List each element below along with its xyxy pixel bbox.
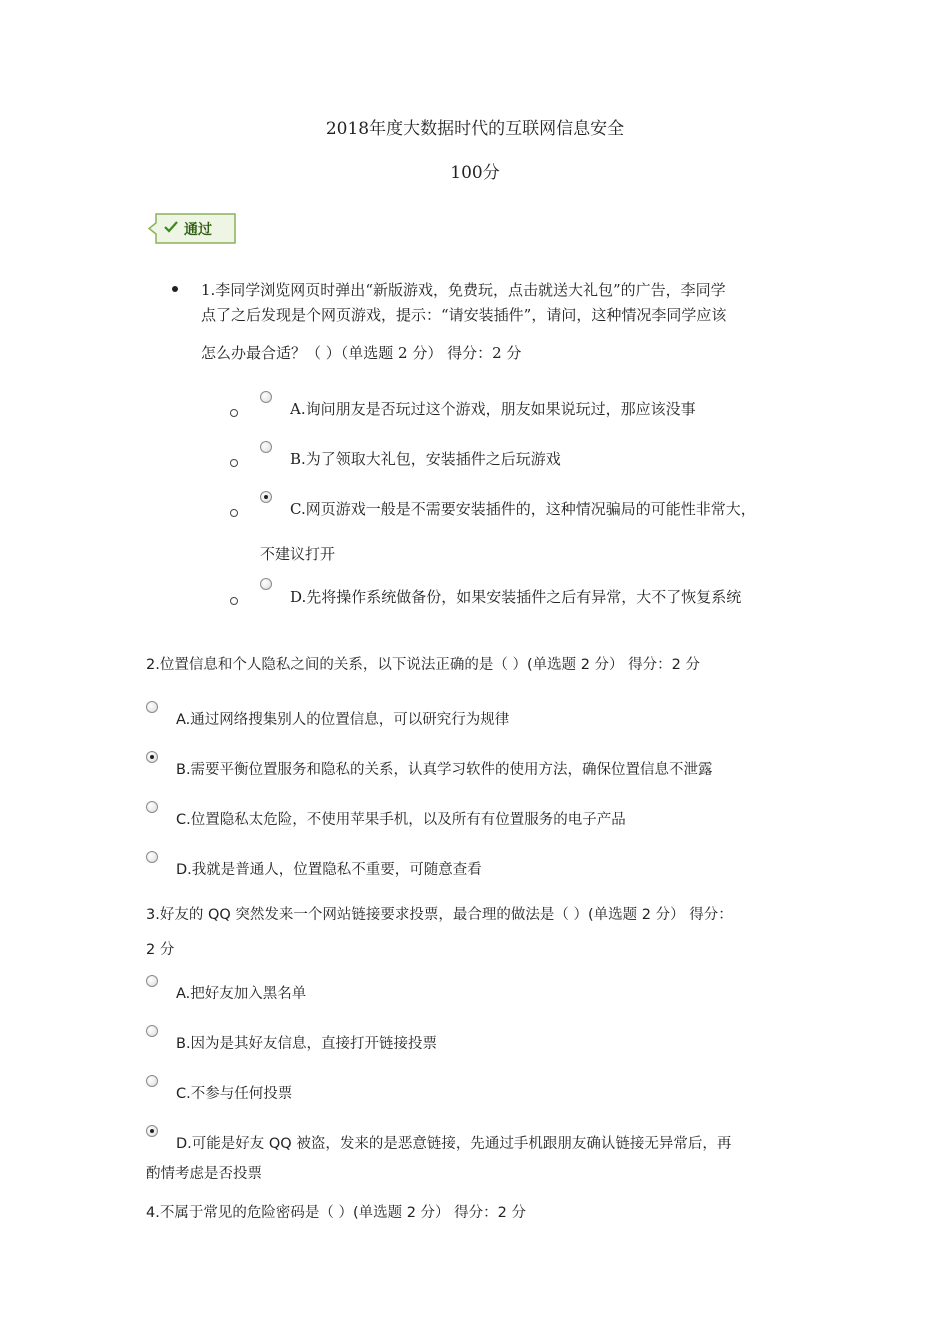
option-q1-d: D.先将操作系统做备份，如果安装插件之后有异常，大不了恢复系统 [290, 588, 742, 606]
sub-bullet-icon [230, 509, 238, 517]
sub-bullet-icon [230, 459, 238, 467]
radio-q2-b[interactable] [146, 751, 158, 763]
radio-q3-d[interactable] [146, 1125, 158, 1137]
radio-q3-b[interactable] [146, 1025, 158, 1037]
sub-bullet-icon [230, 409, 238, 417]
option-q2-a: A.通过网络搜集别人的位置信息，可以研究行为规律 [176, 712, 510, 728]
sub-bullet-icon [230, 597, 238, 605]
question-3-line-2: 2 分 [146, 942, 175, 958]
option-q2-c: C.位置隐私太危险，不使用苹果手机，以及所有有位置服务的电子产品 [176, 812, 626, 828]
question-1-line-3: 怎么办最合适？（ ）（单选题 2 分） 得分：2 分 [201, 344, 522, 362]
question-1-line-1: 1.李同学浏览网页时弹出“新版游戏，免费玩，点击就送大礼包”的广告，李同学 [201, 281, 726, 299]
radio-q2-c[interactable] [146, 801, 158, 813]
option-q1-a: A.询问朋友是否玩过这个游戏，朋友如果说玩过，那应该没事 [290, 400, 696, 418]
option-q3-c: C.不参与任何投票 [176, 1086, 293, 1102]
option-q1-c: C.网页游戏一般是不需要安装插件的，这种情况骗局的可能性非常大， [290, 500, 756, 518]
option-q2-d: D.我就是普通人，位置隐私不重要，可随意查看 [176, 862, 482, 878]
document-title: 2018年度大数据时代的互联网信息安全 [325, 119, 625, 139]
pass-badge-label: 通过 [184, 222, 212, 238]
option-q2-b: B.需要平衡位置服务和隐私的关系，认真学习软件的使用方法，确保位置信息不泄露 [176, 762, 713, 778]
check-icon [164, 220, 178, 234]
bullet-icon [172, 286, 178, 292]
total-score: 100分 [450, 163, 500, 183]
question-1-line-2: 点了之后发现是个网页游戏，提示：“请安装插件”，请问，这种情况李同学应该 [201, 306, 727, 324]
option-q3-a: A.把好友加入黑名单 [176, 986, 307, 1002]
option-q3-d: D.可能是好友 QQ 被盗，发来的是恶意链接，先通过手机跟朋友确认链接无异常后，再 [176, 1136, 732, 1152]
radio-q1-c[interactable] [260, 491, 272, 503]
question-3-line-1: 3.好友的 QQ 突然发来一个网站链接要求投票，最合理的做法是（ ）(单选题 2 分） 得分： [146, 907, 733, 923]
question-4-line-1: 4.不属于常见的危险密码是（ ）(单选题 2 分） 得分：2 分 [146, 1205, 526, 1221]
pass-badge [148, 213, 236, 243]
option-q3-d-continuation: 酌情考虑是否投票 [146, 1166, 262, 1182]
question-2-line-1: 2.位置信息和个人隐私之间的关系，以下说法正确的是（ ）(单选题 2 分） 得分：2 分 [146, 657, 700, 673]
radio-q3-a[interactable] [146, 975, 158, 987]
radio-q1-b[interactable] [260, 441, 272, 453]
radio-q2-d[interactable] [146, 851, 158, 863]
radio-q3-c[interactable] [146, 1075, 158, 1087]
radio-q2-a[interactable] [146, 701, 158, 713]
radio-q1-d[interactable] [260, 578, 272, 590]
option-q1-c-continuation: 不建议打开 [260, 545, 336, 563]
radio-q1-a[interactable] [260, 391, 272, 403]
option-q3-b: B.因为是其好友信息，直接打开链接投票 [176, 1036, 438, 1052]
option-q1-b: B.为了领取大礼包，安装插件之后玩游戏 [290, 450, 561, 468]
